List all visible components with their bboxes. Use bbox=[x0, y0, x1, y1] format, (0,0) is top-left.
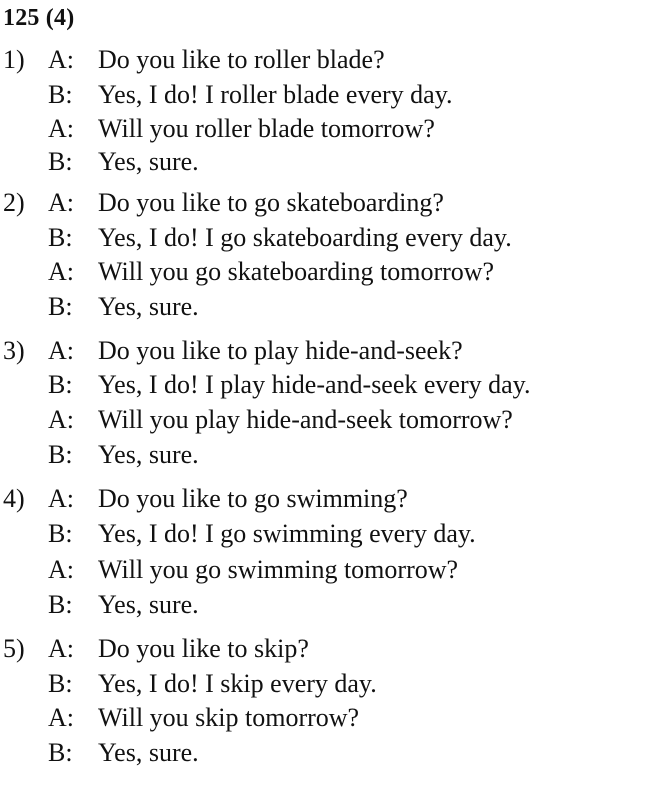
dialogue-text: Do you like to go skateboarding? bbox=[98, 188, 444, 217]
speaker-label: B: bbox=[48, 80, 73, 109]
speaker-label: A: bbox=[48, 188, 74, 217]
speaker-label: B: bbox=[48, 223, 73, 252]
dialogue-text: Will you go skateboarding tomorrow? bbox=[98, 257, 495, 286]
dialogue-text: Yes, sure. bbox=[98, 738, 199, 767]
speaker-label: A: bbox=[48, 405, 74, 434]
dialogue-text: Yes, I do! I play hide-and-seek every day. bbox=[98, 370, 531, 399]
dialogue-text: Do you like to roller blade? bbox=[98, 45, 385, 74]
speaker-label: B: bbox=[48, 370, 73, 399]
dialogue-text: Do you like to play hide-and-seek? bbox=[98, 336, 463, 365]
dialogue-text: Yes, I do! I roller blade every day. bbox=[98, 80, 453, 109]
speaker-label: B: bbox=[48, 519, 73, 548]
dialogue-number: 1) bbox=[3, 45, 25, 74]
dialogue-number: 3) bbox=[3, 336, 25, 365]
dialogue-text: Do you like to go swimming? bbox=[98, 484, 408, 513]
speaker-label: B: bbox=[48, 292, 73, 321]
dialogue-text: Will you roller blade tomorrow? bbox=[98, 114, 435, 143]
speaker-label: B: bbox=[48, 669, 73, 698]
speaker-label: A: bbox=[48, 634, 74, 663]
speaker-label: A: bbox=[48, 257, 74, 286]
dialogue-text: Yes, sure. bbox=[98, 440, 199, 469]
speaker-label: B: bbox=[48, 147, 73, 176]
speaker-label: A: bbox=[48, 336, 74, 365]
dialogue-text: Do you like to skip? bbox=[98, 634, 309, 663]
speaker-label: B: bbox=[48, 738, 73, 767]
speaker-label: B: bbox=[48, 590, 73, 619]
dialogue-text: Will you go swimming tomorrow? bbox=[98, 555, 459, 584]
speaker-label: A: bbox=[48, 703, 74, 732]
dialogue-text: Will you play hide-and-seek tomorrow? bbox=[98, 405, 513, 434]
speaker-label: A: bbox=[48, 114, 74, 143]
dialogue-number: 5) bbox=[3, 634, 25, 663]
dialogue-text: Yes, I do! I skip every day. bbox=[98, 669, 377, 698]
dialogue-text: Will you skip tomorrow? bbox=[98, 703, 360, 732]
speaker-label: A: bbox=[48, 555, 74, 584]
dialogue-text: Yes, sure. bbox=[98, 292, 199, 321]
speaker-label: B: bbox=[48, 440, 73, 469]
dialogue-text: Yes, I do! I go skateboarding every day. bbox=[98, 223, 512, 252]
dialogue-text: Yes, sure. bbox=[98, 147, 199, 176]
speaker-label: A: bbox=[48, 484, 74, 513]
exercise-heading: 125 (4) bbox=[3, 5, 75, 31]
speaker-label: A: bbox=[48, 45, 74, 74]
dialogue-number: 2) bbox=[3, 188, 25, 217]
dialogue-text: Yes, sure. bbox=[98, 590, 199, 619]
dialogue-text: Yes, I do! I go swimming every day. bbox=[98, 519, 476, 548]
dialogue-number: 4) bbox=[3, 484, 25, 513]
